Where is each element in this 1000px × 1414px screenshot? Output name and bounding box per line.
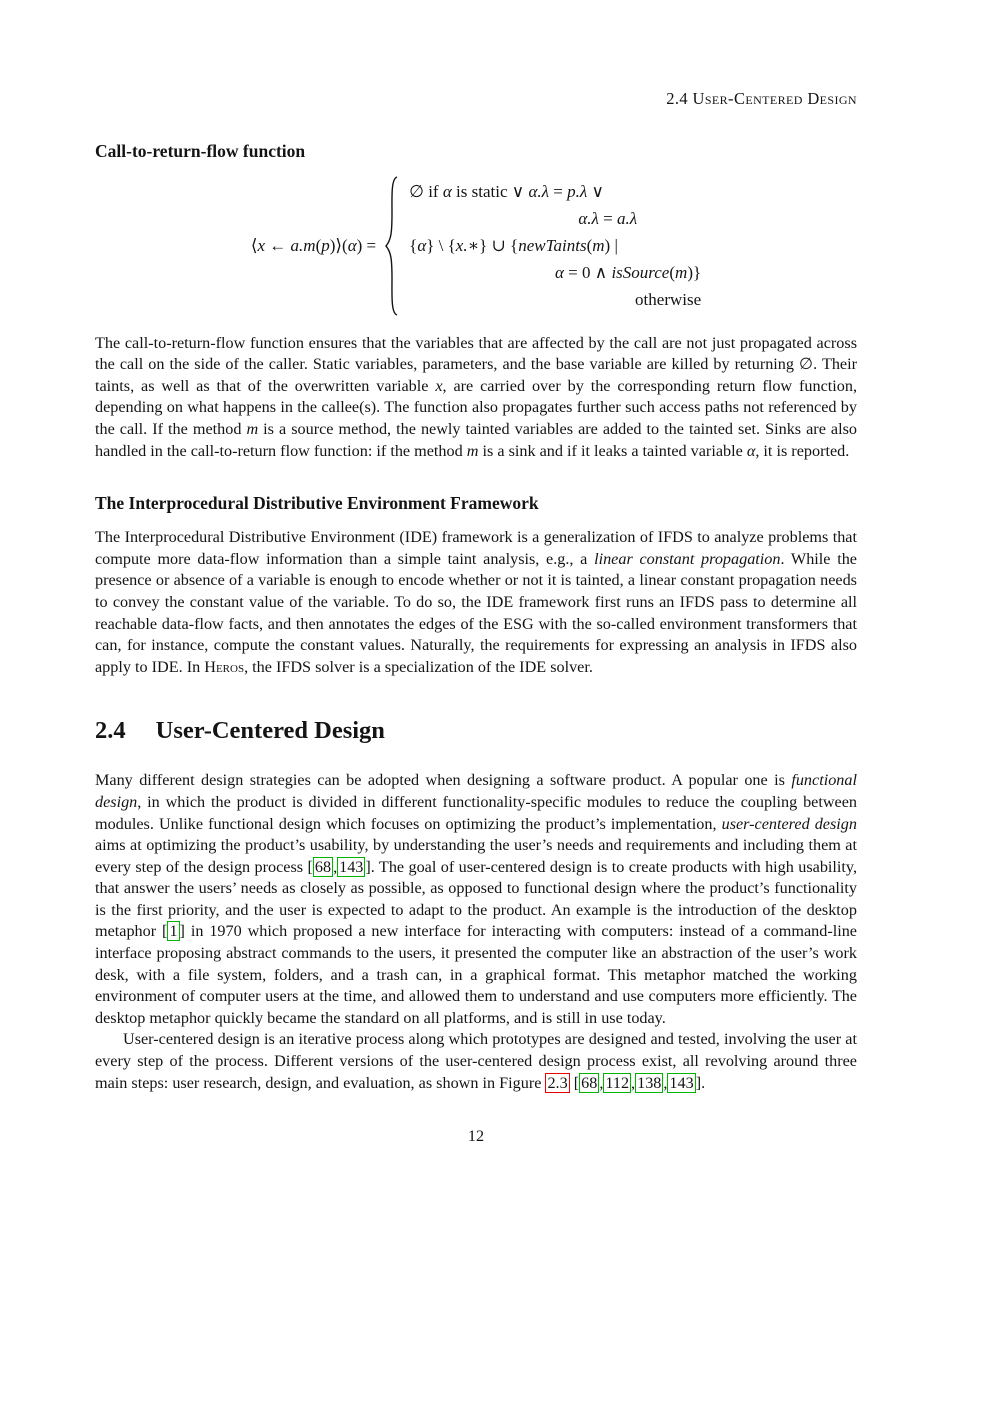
- text-segment: , it is reported.: [755, 441, 850, 460]
- section-heading-user-centered-design: [95, 716, 857, 746]
- text-segment: linear constant propagation: [594, 549, 781, 568]
- paragraph-call-to-return: [95, 333, 857, 463]
- text-segment: ,: [599, 1073, 604, 1092]
- text-segment: is a sink and if it leaks a tainted variable: [478, 441, 747, 460]
- text-segment: x: [257, 235, 266, 255]
- text-segment: newTaints: [518, 236, 587, 256]
- text-segment: user-centered design: [721, 814, 857, 833]
- paragraph-ucd-2: [95, 1029, 857, 1094]
- case-line-2: [409, 205, 701, 232]
- text-segment: , the IFDS solver is a specialization of the IDE solver.: [244, 657, 593, 676]
- text-segment: ,: [333, 857, 338, 876]
- paragraph-ide: [95, 527, 857, 678]
- citation-link[interactable]: 68: [314, 857, 332, 876]
- text-segment: α: [442, 182, 452, 202]
- text-segment: otherwise: [635, 290, 702, 310]
- text-segment: ⟨: [250, 235, 258, 255]
- text-segment: , are carried over by the corresponding return flow function, depending on what happens in the callee(s). The function also propagates further such access paths not referenced by the call. If the method: [95, 376, 857, 438]
- text-segment: m: [675, 263, 688, 283]
- text-segment: ∨: [587, 182, 604, 202]
- text-segment: ].: [695, 1073, 706, 1092]
- text-segment: The call-to-return-flow function ensures that the variables that are affected by the call are not just propagated across the call on the side of the caller. Static variables, parameters, and the base variable are killed by returning ∅. Their taints, as well as that of the overwritten variable: [95, 333, 857, 395]
- text-segment: isSource: [611, 263, 670, 283]
- text-segment: ←: [265, 235, 291, 255]
- text-segment: , in which the product is divided in different functionality-specific modules to reduce the coupling between modules. Unlike functional design which focuses on optimizing the product’s implementation,: [95, 792, 857, 833]
- text-segment: [: [569, 1073, 580, 1092]
- running-header-text: 2.4 User-Centered Design: [666, 89, 857, 108]
- text-segment: α.λ: [578, 209, 599, 229]
- text-segment: α: [417, 236, 427, 256]
- page-number: 12: [467, 1127, 485, 1146]
- text-segment: } ∪ {: [479, 236, 519, 256]
- citation-link[interactable]: 68: [581, 1073, 598, 1092]
- case-formula: [95, 175, 857, 317]
- text-segment: ) =: [356, 235, 377, 255]
- text-segment: aims at optimizing the product’s usability, by understanding the user’s needs and requirements and including them at every step of the design process [: [95, 836, 857, 876]
- text-segment: (: [315, 235, 322, 255]
- text-segment: α.λ: [528, 182, 549, 202]
- text-segment: ]. The goal of user-centered design is to create products with high usability, that answer the users’ needs as closely as possible, as opposed to functional design where the product’s functionality is the first priority, and the user is expected to adapt to the product. An example is the introduction of the desktop metaphor [: [95, 857, 857, 941]
- text-segment: } \ {: [426, 236, 456, 256]
- citation-link[interactable]: 112: [605, 1073, 630, 1092]
- text-segment: ,: [663, 1073, 668, 1092]
- paragraph-ucd-1: [95, 770, 857, 1029]
- text-segment: ] in 1970 which proposed a new interface for interacting with computers: instead of a command-line interface proposing abstract commands to the users, it presented the computer like an abstraction of the user’s work desk, with a file system, folders, and a trash can, in a graphical format. This metaphor matched the working environment of computer users at the time, and allowed them to understand and use computers more efficiently. The desktop metaphor quickly became the standard on all platforms, and is still in use today.: [95, 922, 857, 1027]
- case-line-3: [409, 232, 701, 259]
- text-segment: p.λ: [567, 182, 588, 202]
- case-line-1: [409, 178, 701, 205]
- text-segment: m: [592, 236, 605, 256]
- text-segment: )}: [687, 263, 702, 283]
- text-segment: Heros: [204, 657, 245, 676]
- text-segment: p: [321, 235, 330, 255]
- text-segment: The Interprocedural Distributive Environment (IDE) framework is a generalization of IFDS to analyze problems that compute more data-flow information than a simple taint analysis, e.g., a: [95, 528, 857, 568]
- text-segment: (: [669, 263, 676, 283]
- text-segment: {: [409, 236, 418, 256]
- text-segment: = 0 ∧: [563, 263, 612, 283]
- running-header: [95, 88, 857, 110]
- text-segment: a.λ: [617, 209, 638, 229]
- text-segment: functional design: [95, 771, 857, 811]
- citation-link[interactable]: 143: [669, 1073, 694, 1092]
- formula-lhs: [251, 235, 376, 257]
- text-segment: ,: [631, 1073, 636, 1092]
- heading-call-to-return-flow: Call-to-return-flow function: [95, 140, 306, 161]
- text-segment: )⟩(: [329, 235, 348, 255]
- text-segment: =: [549, 182, 568, 202]
- heading-ide-framework: The Interprocedural Distributive Environment Framework: [95, 493, 539, 514]
- text-segment: x: [435, 376, 443, 395]
- citation-link[interactable]: 143: [339, 857, 364, 876]
- text-segment: α: [347, 235, 357, 255]
- citation-link[interactable]: 138: [637, 1073, 662, 1092]
- case-line-5: [409, 286, 701, 313]
- text-segment: α: [746, 441, 756, 460]
- case-line-4: [409, 259, 701, 286]
- section-title: User-Centered Design: [155, 717, 385, 745]
- text-segment: =: [598, 209, 618, 229]
- text-segment: x.∗: [455, 236, 480, 256]
- section-number: 2.4: [95, 717, 126, 745]
- text-segment: a.m: [290, 235, 316, 255]
- text-segment: α: [554, 263, 564, 283]
- text-segment: ) |: [604, 236, 618, 256]
- formula-cases: [409, 178, 701, 313]
- text-segment: Many different design strategies can be adopted when designing a software product. A popular one is: [95, 771, 792, 790]
- figure-ref-link[interactable]: 2.3: [547, 1073, 568, 1092]
- text-segment: . While the presence or absence of a variable is enough to encode whether or not it is tainted, a linear constant propagation needs to convey the constant value of the variable. To do so, the IDE framework first runs an IFDS pass to determine all reachable data-flow facts, and then annotates the edges of the ESG with the so-called environment transformers that can, for instance, compute the constant values. Naturally, the requirements for expressing an analysis in IFDS also apply to IDE. In: [95, 549, 857, 676]
- text-segment: ∅ if: [409, 182, 443, 202]
- text-segment: (: [586, 236, 593, 256]
- left-brace-icon: [383, 175, 409, 317]
- text-segment: is a source method, the newly tainted variables are added to the tainted set. Sinks are also handled in the call-to-return flow function: if the method: [95, 419, 857, 460]
- text-segment: m: [466, 441, 479, 460]
- text-segment: User-centered design is an iterative process along which prototypes are designed and tested, involving the user at every step of the process. Different versions of the user-centered design process exist, all revolving around three main steps: user research, design, and evaluation, as shown in Figure: [95, 1030, 857, 1092]
- text-segment: m: [246, 419, 259, 438]
- text-segment: is static ∨: [451, 182, 529, 202]
- citation-link[interactable]: 1: [169, 922, 178, 941]
